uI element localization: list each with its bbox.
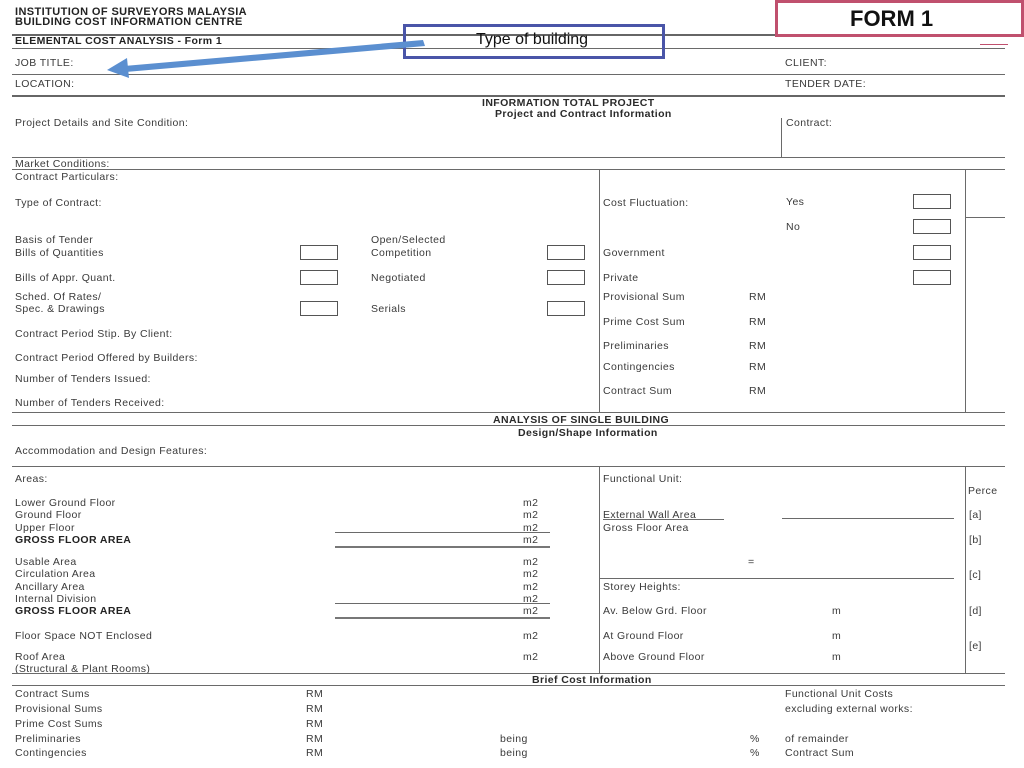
item-b: [b] xyxy=(969,534,982,546)
internal-division-label: Internal Division xyxy=(15,593,97,605)
section-total-project: INFORMATION TOTAL PROJECT xyxy=(482,97,655,109)
contract-sum-label: Contract Sum xyxy=(785,747,854,759)
market-conditions-label: Market Conditions: xyxy=(15,158,110,170)
divider xyxy=(781,118,782,158)
fu-costs-label: Functional Unit Costs xyxy=(785,688,894,700)
rule xyxy=(12,673,1005,674)
tender-date-label: TENDER DATE: xyxy=(785,78,867,90)
form-label-text: FORM 1 xyxy=(850,6,934,31)
of-remainder-label: of remainder xyxy=(785,733,849,745)
m2-unit: m2 xyxy=(523,497,539,509)
rm-label: RM xyxy=(306,703,324,715)
prime-cost-sum-label: Prime Cost Sum xyxy=(603,316,686,328)
m2-unit: m2 xyxy=(523,651,539,663)
rm-label: RM xyxy=(306,733,324,745)
competition-label: Competition xyxy=(371,247,432,259)
rm-label: RM xyxy=(306,747,324,759)
item-d: [d] xyxy=(969,605,982,617)
divider xyxy=(965,466,966,673)
rule xyxy=(12,169,1005,170)
functional-unit-label: Functional Unit: xyxy=(603,473,683,485)
circulation-label: Circulation Area xyxy=(15,568,96,580)
m2-unit: m2 xyxy=(523,581,539,593)
above-ground-label: Above Ground Floor xyxy=(603,651,705,663)
provisional-sum-label: Provisional Sum xyxy=(603,291,685,303)
type-of-building-callout xyxy=(403,24,665,59)
rule xyxy=(599,578,954,579)
bills-appr-quant-checkbox[interactable] xyxy=(300,270,338,285)
rule xyxy=(965,217,1005,218)
contract-sum-label: Contract Sum xyxy=(603,385,672,397)
areas-label: Areas: xyxy=(15,473,48,485)
client-label: CLIENT: xyxy=(785,57,827,69)
bills-of-quantities-label: Bills of Quantities xyxy=(15,247,104,259)
rm-label: RM xyxy=(749,291,767,303)
rule xyxy=(12,466,1005,467)
cost-fluctuation-label: Cost Fluctuation: xyxy=(603,197,689,209)
yes-checkbox[interactable] xyxy=(913,194,951,209)
rule xyxy=(12,412,1005,413)
callout-text: Type of building xyxy=(476,31,589,48)
preliminaries-label: Preliminaries xyxy=(15,733,81,745)
upper-floor-label: Upper Floor xyxy=(15,522,75,534)
contract-label: Contract: xyxy=(786,117,833,129)
rm-label: RM xyxy=(749,385,767,397)
private-label: Private xyxy=(603,272,639,284)
rule xyxy=(12,425,1005,426)
open-selected-label: Open/Selected xyxy=(371,234,446,246)
yes-label: Yes xyxy=(786,196,805,208)
period-client-label: Contract Period Stip. By Client: xyxy=(15,328,173,340)
no-label: No xyxy=(786,221,801,233)
gross-floor-label: Gross Floor Area xyxy=(603,522,689,534)
org-name: INSTITUTION OF SURVEYORS MALAYSIA xyxy=(15,6,248,18)
sched-rates-checkbox[interactable] xyxy=(300,301,338,316)
excluding-label: excluding external works: xyxy=(785,703,913,715)
provisional-sums-label: Provisional Sums xyxy=(15,703,103,715)
serials-label: Serials xyxy=(371,303,406,315)
basis-of-tender-label: Basis of Tender xyxy=(15,234,94,246)
lower-ground-label: Lower Ground Floor xyxy=(15,497,116,509)
usable-label: Usable Area xyxy=(15,556,77,568)
rule xyxy=(12,685,1005,686)
structural-label: (Structural & Plant Rooms) xyxy=(15,663,151,675)
being-label: being xyxy=(500,733,528,745)
percent-sign: % xyxy=(750,733,760,745)
ground-floor-label: Ground Floor xyxy=(15,509,82,521)
m-unit: m xyxy=(832,651,842,663)
no-checkbox[interactable] xyxy=(913,219,951,234)
m2-unit: m2 xyxy=(523,568,539,580)
below-grd-label: Av. Below Grd. Floor xyxy=(603,605,707,617)
rule xyxy=(603,519,724,520)
job-title-label: JOB TITLE: xyxy=(15,57,74,69)
prime-cost-sums-label: Prime Cost Sums xyxy=(15,718,103,730)
sum-line xyxy=(335,532,550,533)
serials-checkbox[interactable] xyxy=(547,301,585,316)
form-label-box xyxy=(775,0,1024,37)
gfa-label: GROSS FLOOR AREA xyxy=(15,605,132,617)
m-unit: m xyxy=(832,630,842,642)
item-c: [c] xyxy=(969,569,982,581)
form-title: ELEMENTAL COST ANALYSIS - Form 1 xyxy=(15,35,223,47)
spec-drawings-label: Spec. & Drawings xyxy=(15,303,105,315)
m-unit: m xyxy=(832,605,842,617)
total-line xyxy=(335,617,550,619)
rm-label: RM xyxy=(306,688,324,700)
sum-line xyxy=(335,603,550,604)
form-label-rule xyxy=(980,44,1008,45)
at-ground-label: At Ground Floor xyxy=(603,630,684,642)
government-label: Government xyxy=(603,247,665,259)
preliminaries-label: Preliminaries xyxy=(603,340,669,352)
rm-label: RM xyxy=(306,718,324,730)
m2-unit: m2 xyxy=(523,605,539,617)
item-e: [e] xyxy=(969,640,982,652)
external-wall-label: External Wall Area xyxy=(603,509,697,521)
rule xyxy=(12,157,1005,158)
m2-unit: m2 xyxy=(523,593,539,605)
tenders-received-label: Number of Tenders Received: xyxy=(15,397,165,409)
m2-unit: m2 xyxy=(523,556,539,568)
gfa-label: GROSS FLOOR AREA xyxy=(15,534,132,546)
bills-appr-quant-label: Bills of Appr. Quant. xyxy=(15,272,116,284)
org-centre: BUILDING COST INFORMATION CENTRE xyxy=(15,16,243,28)
bills-of-quantities-checkbox[interactable] xyxy=(300,245,338,260)
item-a: [a] xyxy=(969,509,982,521)
perce-label: Perce xyxy=(968,485,998,497)
m2-unit: m2 xyxy=(523,522,539,534)
answer-line xyxy=(782,518,954,519)
period-builders-label: Contract Period Offered by Builders: xyxy=(15,352,198,364)
sched-rates-label: Sched. Of Rates/ xyxy=(15,291,102,303)
type-of-contract-label: Type of Contract: xyxy=(15,197,102,209)
equals-sign: = xyxy=(748,556,755,568)
roof-area-label: Roof Area xyxy=(15,651,66,663)
storey-heights-label: Storey Heights: xyxy=(603,581,681,593)
negotiated-checkbox[interactable] xyxy=(547,270,585,285)
rm-label: RM xyxy=(749,316,767,328)
rm-label: RM xyxy=(749,340,767,352)
callout-arrow-icon xyxy=(105,38,425,80)
ancillary-label: Ancillary Area xyxy=(15,581,85,593)
divider xyxy=(965,169,966,412)
m2-unit: m2 xyxy=(523,534,539,546)
brief-cost-title: Brief Cost Information xyxy=(532,674,652,686)
project-contract-subtitle: Project and Contract Information xyxy=(495,108,672,120)
m2-unit: m2 xyxy=(523,509,539,521)
not-enclosed-label: Floor Space NOT Enclosed xyxy=(15,630,153,642)
project-details-label: Project Details and Site Condition: xyxy=(15,117,189,129)
m2-unit: m2 xyxy=(523,630,539,642)
negotiated-label: Negotiated xyxy=(371,272,426,284)
divider xyxy=(599,169,600,412)
section-single-building: ANALYSIS OF SINGLE BUILDING xyxy=(493,414,670,426)
rm-label: RM xyxy=(749,361,767,373)
accommodation-label: Accommodation and Design Features: xyxy=(15,445,208,457)
competition-checkbox[interactable] xyxy=(547,245,585,260)
divider xyxy=(599,466,600,673)
contingencies-label: Contingencies xyxy=(15,747,87,759)
contingencies-label: Contingencies xyxy=(603,361,675,373)
percent-sign: % xyxy=(750,747,760,759)
design-shape-subtitle: Design/Shape Information xyxy=(518,427,658,439)
tenders-issued-label: Number of Tenders Issued: xyxy=(15,373,151,385)
government-checkbox[interactable] xyxy=(913,245,951,260)
being-label: being xyxy=(500,747,528,759)
total-line xyxy=(335,546,550,548)
private-checkbox[interactable] xyxy=(913,270,951,285)
location-label: LOCATION: xyxy=(15,78,75,90)
contract-sums-label: Contract Sums xyxy=(15,688,90,700)
contract-particulars-label: Contract Particulars: xyxy=(15,171,119,183)
